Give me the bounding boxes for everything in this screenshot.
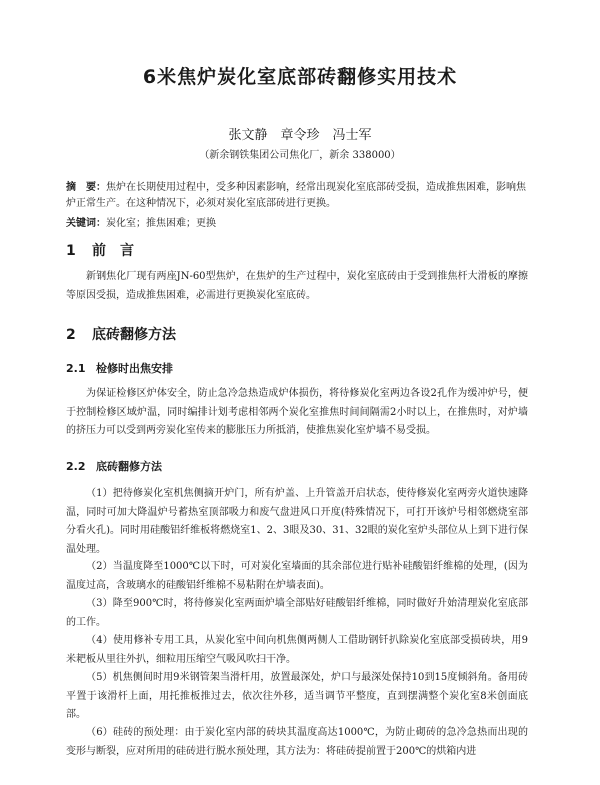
section-title: 底砖翻修方法 bbox=[92, 327, 176, 343]
abstract-text: 焦炉在长期使用过程中，受多种因素影响，经常出现炭化室底部砖受损，造成推焦困难，影响焦炉正常生产。在这种情况下，必须对炭化室底部砖进行更换。 bbox=[66, 182, 526, 209]
subsection-number: 2.2 bbox=[66, 460, 86, 473]
section-2-2-paragraph: （5）机焦侧间时用9米钢管架当滑杆用，放置最深处，炉口与最深处保持10到15度倾斜角。备用砖平置于该滑杆上面，用托推板推过去，依次往外移，适当调节平整度，直到摆满整个炭化室8米创面底部。 bbox=[66, 672, 528, 720]
section-2-2-paragraph: （3）降至900℃时，将待修炭化室两面炉墙全部贴好硅酸铝纤维棉，同时做好升始清理炭化室底部的工作。 bbox=[66, 598, 528, 628]
section-1-paragraph: 新钢焦化厂现有两座JN-60型焦炉，在焦炉的生产过程中，炭化室底砖由于受到推焦杆大滑板的摩擦等原因受损，造成推焦困难，必需进行更换炭化室底砖。 bbox=[66, 271, 528, 301]
keywords bbox=[66, 214, 528, 229]
paper-title: 6米焦炉炭化室底部砖翻修实用技术 bbox=[142, 66, 458, 88]
abstract bbox=[66, 180, 528, 212]
subsection-heading-2-1 bbox=[66, 360, 173, 376]
authors: 张文静 章令珍 冯士军 bbox=[228, 128, 372, 143]
section-2-2-paragraph: （6）硅砖的预处理：由于炭化室内部的砖块其温度高达1000℃，为防止砌砖的急冷急热而出现的变形与断裂，应对所用的硅砖进行脱水预处理，其方法为：将硅砖提前置于200℃的烘箱内进 bbox=[66, 727, 528, 757]
section-number: 1 bbox=[66, 243, 76, 259]
section-2-2-paragraph: （2）当温度降至1000℃以下时，可对炭化室墙面的其余部位进行贴补硅酸铝纤维棉的处理，(因为温度过高，含玻璃水的硅酸铝纤维棉不易粘附在炉墙表面)。 bbox=[66, 561, 528, 591]
subsection-heading-2-2 bbox=[66, 458, 162, 474]
section-number: 2 bbox=[66, 327, 76, 343]
affiliation: （新余钢铁集团公司焦化厂，新余 338000） bbox=[199, 150, 401, 161]
subsection-title: 底砖翻修方法 bbox=[96, 460, 162, 473]
subsection-title: 检修时出焦安排 bbox=[96, 362, 173, 375]
section-2-1-paragraph: 为保证检修区炉体安全，防止急冷急热造成炉体损伤，将待修炭化室两边各设2孔作为缓冲炉号，便于控制检修区域炉温，同时编排计划考虑相邻两个炭化室推焦时间间隔需2小时以上，在推焦时，对炉墙的挤压力可以受到两旁炭化室传来的膨胀压力所抵消，使推焦炭化室炉墙不易受损。 bbox=[66, 388, 528, 436]
section-heading-2 bbox=[66, 324, 176, 344]
section-title: 前 言 bbox=[92, 243, 134, 259]
keywords-label: 关键词： bbox=[66, 218, 106, 229]
section-2-2-paragraph: （1）把待修炭化室机焦侧摘开炉门，所有炉盖、上升管盖开启状态，使待修炭化室两旁火道快速降温，同时可加大降温炉号蓄热室顶部吸力和废气盘进风口开度(特殊情况下，可打开该炉号相邻燃烧室部分看火孔)。同时用硅酸铝纤维板将燃烧室1、2、3眼及30、31、32眼的炭化室炉头部位从上到下进行保温处理。 bbox=[66, 488, 528, 555]
section-2-2-paragraph: （4）使用修补专用工具，从炭化室中间向机焦侧两侧人工借助钢钎扒除炭化室底部受损砖块，用9米耙板从里往外扒，细粒用压缩空气吸风吹扫干净。 bbox=[66, 635, 528, 665]
keywords-text: 炭化室；推焦困难；更换 bbox=[106, 218, 216, 229]
subsection-number: 2.1 bbox=[66, 362, 86, 375]
abstract-label: 摘 要： bbox=[66, 182, 106, 193]
section-heading-1 bbox=[66, 240, 134, 260]
